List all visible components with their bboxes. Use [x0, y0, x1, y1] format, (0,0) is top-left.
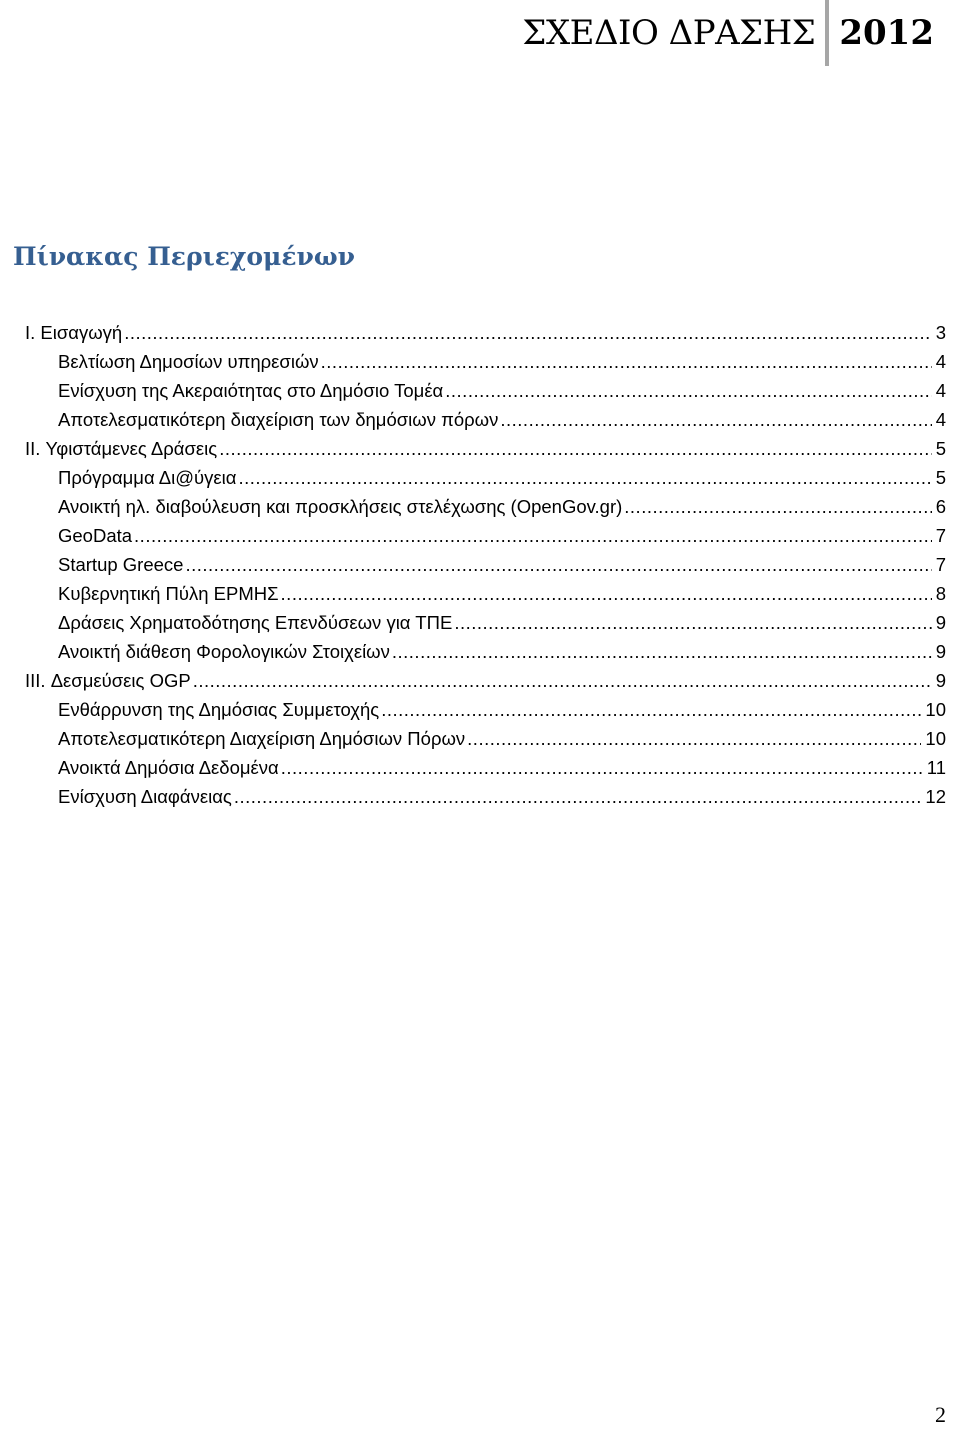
page-header: [522, 0, 960, 66]
toc-entry-page: 7: [935, 554, 946, 575]
toc-entry-title: Δράσεις Χρηματοδότησης Επενδύσεων για ΤΠΕ: [58, 612, 453, 633]
toc-dot-leader: [281, 753, 923, 782]
toc-entry-page: 12: [925, 786, 946, 807]
toc-entry-title: Αποτελεσματικότερη Διαχείριση Δημόσιων Πόρων: [58, 728, 466, 749]
toc-entry-page: 4: [935, 351, 946, 372]
document-title: ΣΧΕΔΙΟ ΔΡΑΣΗΣ: [522, 13, 816, 53]
toc-entry-page: 3: [935, 322, 946, 343]
toc-entry[interactable]: [0, 318, 960, 347]
toc-entry-title: Κυβερνητική Πύλη ΕΡΜΗΣ: [58, 583, 279, 604]
toc-dot-leader: [219, 434, 932, 463]
toc-heading: Πίνακας Περιεχομένων: [13, 242, 356, 271]
toc-entry-title: Αποτελεσματικότερη διαχείριση των δημόσιων πόρων: [58, 409, 499, 430]
toc-dot-leader: [281, 579, 932, 608]
toc-entry-page: 10: [925, 728, 946, 749]
toc-dot-leader: [185, 550, 931, 579]
toc-entry-page: 11: [926, 757, 946, 778]
toc-entry[interactable]: [0, 579, 960, 608]
toc-entry[interactable]: [0, 695, 960, 724]
toc-dot-leader: [238, 463, 931, 492]
toc-dot-leader: [454, 608, 931, 637]
toc-entry-page: 6: [935, 496, 946, 517]
toc-entry[interactable]: [0, 347, 960, 376]
toc-entry-title: Ανοικτά Δημόσια Δεδομένα: [58, 757, 279, 778]
toc-dot-leader: [321, 347, 932, 376]
toc-dot-leader: [381, 695, 921, 724]
toc-entry[interactable]: [0, 666, 960, 695]
toc-dot-leader: [500, 405, 931, 434]
document-year: 2012: [839, 13, 934, 53]
toc-entry-title: Βελτίωση Δημοσίων υπηρεσιών: [58, 351, 319, 372]
toc-entry-page: 5: [935, 438, 946, 459]
toc-entry-page: 7: [935, 525, 946, 546]
toc-entry-page: 10: [925, 699, 946, 720]
toc-dot-leader: [124, 318, 931, 347]
toc-entry-page: 8: [935, 583, 946, 604]
toc-entry-title: Ενίσχυση Διαφάνειας: [58, 786, 232, 807]
toc-entry[interactable]: [0, 550, 960, 579]
toc-entry[interactable]: [0, 376, 960, 405]
toc-entry-page: 5: [935, 467, 946, 488]
toc-entry[interactable]: [0, 405, 960, 434]
toc-entry[interactable]: [0, 724, 960, 753]
toc-entry[interactable]: [0, 637, 960, 666]
toc-entry-title: GeoData: [58, 525, 133, 546]
toc-entry-page: 9: [935, 641, 946, 662]
toc-entry-title: Ανοικτή διάθεση Φορολογικών Στοιχείων: [58, 641, 390, 662]
toc-entry[interactable]: [0, 608, 960, 637]
toc-entry[interactable]: [0, 434, 960, 463]
toc-entry-title: Startup Greece: [58, 554, 184, 575]
toc-entry-title: I. Εισαγωγή: [25, 322, 123, 343]
toc-entry-title: II. Υφιστάμενες Δράσεις: [25, 438, 218, 459]
toc-entry-title: Ενίσχυση της Ακεραιότητας στο Δημόσιο Τομέα: [58, 380, 444, 401]
page-number: 2: [935, 1402, 946, 1427]
toc-entry-title: Πρόγραμμα Δι@ύγεια: [58, 467, 237, 488]
toc-entry-page: 9: [935, 612, 946, 633]
toc-entry[interactable]: [0, 521, 960, 550]
toc-entry-title: Ανοικτή ηλ. διαβούλευση και προσκλήσεις στελέχωσης (OpenGov.gr): [58, 496, 623, 517]
table-of-contents: [0, 318, 960, 811]
toc-entry[interactable]: [0, 782, 960, 811]
toc-entry-title: Ενθάρρυνση της Δημόσιας Συμμετοχής: [58, 699, 380, 720]
toc-entry[interactable]: [0, 492, 960, 521]
toc-entry-page: 4: [935, 409, 946, 430]
toc-entry-page: 9: [935, 670, 946, 691]
toc-dot-leader: [445, 376, 931, 405]
toc-entry[interactable]: [0, 463, 960, 492]
toc-dot-leader: [392, 637, 932, 666]
toc-dot-leader: [134, 521, 932, 550]
toc-dot-leader: [234, 782, 922, 811]
toc-dot-leader: [624, 492, 931, 521]
toc-entry-page: 4: [935, 380, 946, 401]
toc-entry[interactable]: [0, 753, 960, 782]
toc-dot-leader: [467, 724, 921, 753]
toc-dot-leader: [193, 666, 932, 695]
toc-entry-title: III. Δεσμεύσεις OGP: [25, 670, 191, 691]
